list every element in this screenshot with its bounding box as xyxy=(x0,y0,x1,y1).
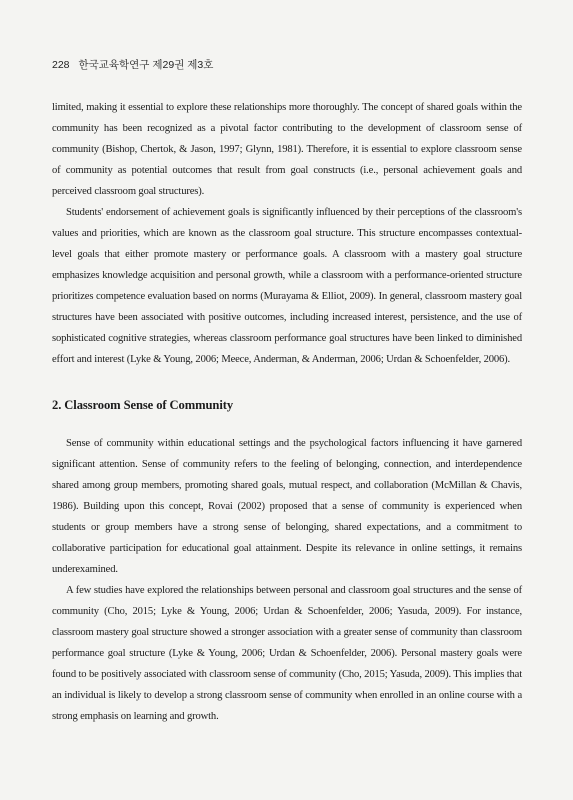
journal-title: 한국교육학연구 제29권 제3호 xyxy=(78,59,214,71)
paragraph-continued: limited, making it essential to explore these relationships more thoroughly. The concept of shared goals within the community has been recognized as a pivotal factor contributing to the development of classroom sense of community (Bishop, Chertok, & Jason, 1997; Glynn, 1981). Therefore, it is essential to explore classroom sense of community as potential outcomes that result from goal constructs (i.e., personal achievement goals and perceived classroom goal structures). xyxy=(52,102,522,197)
running-header xyxy=(52,57,213,72)
body-text xyxy=(52,97,522,727)
paragraph: Sense of community within educational settings and the psychological factors influencing it have garnered significant attention. Sense of community refers to the feeling of belonging, connection, and interdependence shared among group members, promoting shared goals, mutual respect, and collaboration (McMillan & Chavis, 1986). Building upon this concept, Rovai (2002) proposed that a sense of community is experienced when students or group members have a strong sense of belonging, shared expectations, and a commitment to collaborative participation for educational goal attainment. Despite its relevance in online settings, it remains underexamined. xyxy=(52,438,522,575)
paragraph: A few studies have explored the relationships between personal and classroom goal structures and the sense of community (Cho, 2015; Lyke & Young, 2006; Urdan & Schoenfelder, 2006; Yasuda, 2009). For instance, classroom mastery goal structure showed a stronger association with a greater sense of community than classroom performance goal structure (Lyke & Young, 2006; Urdan & Schoenfelder, 2006). Personal mastery goals were found to be positively associated with classroom sense of community (Cho, 2015; Yasuda, 2009). This implies that an individual is likely to develop a strong classroom sense of community when enrolled in an online course with a strong emphasis on learning and growth. xyxy=(52,585,522,722)
section-heading: 2. Classroom Sense of Community xyxy=(52,398,234,412)
paragraph: Students' endorsement of achievement goals is significantly influenced by their perceptions of the classroom's values and priorities, which are known as the classroom goal structure. This structure encompasses contextual-level goals that either promote mastery or performance goals. A classroom with a mastery goal structure emphasizes knowledge acquisition and personal growth, while a classroom with a performance-oriented structure prioritizes competence evaluation based on norms (Murayama & Elliot, 2009). In general, classroom mastery goal structures have been associated with positive outcomes, including increased interest, persistence, and the use of sophisticated cognitive strategies, whereas classroom performance goal structures have been linked to diminished effort and interest (Lyke & Young, 2006; Meece, Anderman, & Anderman, 2006; Urdan & Schoenfelder, 2006). xyxy=(52,207,522,365)
page-number: 228 xyxy=(52,59,70,71)
